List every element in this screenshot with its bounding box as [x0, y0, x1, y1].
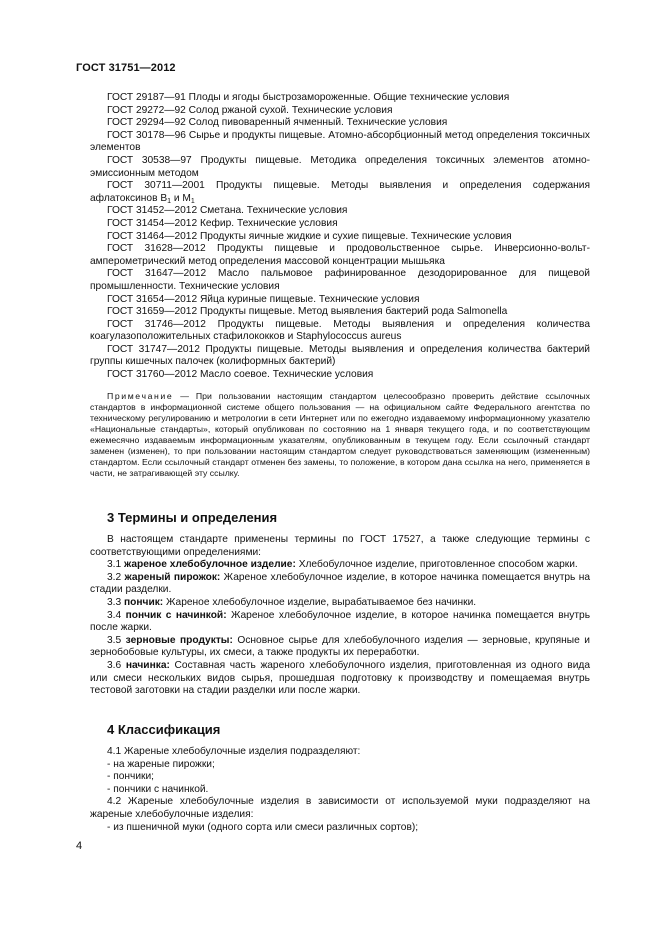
reference-item: ГОСТ 30538—97 Продукты пищевые. Методика определения токсичных элементов атомно-эмиссионным методом [90, 154, 590, 179]
note-paragraph [90, 391, 590, 480]
reference-item-aflatoxin: ГОСТ 30711—2001 Продукты пищевые. Методы выявления и определения содержания афлатоксинов $B_1$ и $M_1$ [90, 180, 590, 205]
section-4-title: 4 Классификация [107, 722, 221, 737]
classification-line: - на жареные пирожки; [107, 758, 215, 770]
reference-item: ГОСТ 31628—2012 Продукты пищевые и продовольственное сырье. Инверсионно-вольт-амперометрический метод определения массовой концентрации мышьяка [90, 243, 590, 267]
section-3-title: 3 Термины и определения [107, 510, 278, 525]
reference-item: ГОСТ 31746—2012 Продукты пищевые. Методы выявления и определения количества коагулазоположительных стафилококков и Staphylococcus aureus [90, 318, 590, 343]
term-definition: 3.6 начинка: Составная часть жареного хлебобулочного изделия, приготовленная из одного вида или смеси нескольких видов сырья, прошедшая подготовку к производству и помещаемая внутрь тестовой заготовки на стадии разделки или после жарки. [90, 659, 590, 697]
classification-line: 4.1 Жареные хлебобулочные изделия подразделяют: [107, 746, 361, 757]
term-definition: 3.5 зерновые продукты: Основное сырье для хлебобулочного изделия — зерновые, крупяные и зернобобовые культуры, их смеси, а также продукты их переработки. [90, 634, 590, 659]
reference-item: ГОСТ 31654—2012 Яйца куриные пищевые. Технические условия [107, 293, 420, 305]
section-3-intro: В настоящем стандарте применены термины по ГОСТ 17527, а также следующие термины с соответствующими определениями: [90, 534, 590, 558]
classification-line: - пончики; [107, 771, 155, 783]
reference-item: ГОСТ 30178—96 Сырье и продукты пищевые. Атомно-абсорбционный метод определения токсичных элементов [90, 129, 590, 154]
term-definition: 3.2 жареный пирожок: Жареное хлебобулочное изделие, в которое начинка помещается внутрь на стадии разделки. [90, 571, 591, 596]
reference-item: ГОСТ 29294—92 Солод пивоваренный ячменный. Технические условия [107, 117, 448, 129]
reference-item: ГОСТ 29187—91 Плоды и ягоды быстрозамороженные. Общие технические условия [107, 92, 510, 103]
term-definition: 3.3 пончик: Жареное хлебобулочное изделие, вырабатываемое без начинки. [107, 596, 477, 608]
reference-item: ГОСТ 31452—2012 Сметана. Технические условия [107, 205, 348, 217]
reference-item: ГОСТ 31760—2012 Масло соевое. Технические условия [107, 369, 374, 381]
reference-item: ГОСТ 31464—2012 Продукты яичные жидкие и сухие пищевые. Технические условия [107, 230, 512, 242]
reference-item: ГОСТ 31659—2012 Продукты пищевые. Метод выявления бактерий рода Salmonella [107, 306, 508, 318]
section-3-body [90, 534, 590, 698]
reference-item: ГОСТ 31647—2012 Масло пальмовое рафинированное дезодорированное для пищевой промышленности. Технические условия [90, 268, 590, 292]
classification-line: - пончики с начинкой. [107, 783, 209, 795]
page-number: 4 [76, 840, 83, 852]
note-text: — При пользовании настоящим стандартом целесообразно проверить действие ссылочных стандартов в информационной системе общего пользования — на официальном сайте Федерального агентства по техническому регулированию и метрологии в сети Интернет или по ежегодно издаваемому информационному указателю «Национальные стандарты», который опубликован по состоянию на 1 января текущего года, и по соответствующим ежемесячно издаваемым информационным указателям, опубликованным в текущем году. Если ссылочный стандарт заменен (изменен), то при пользовании настоящим стандартом следует руководствоваться заменяющим (измененным) стандартом. Если ссылочный стандарт отменен без замены, то положение, в котором дана ссылка на него, применяется в части, не затрагивающей эту ссылку. [90, 390, 590, 479]
document-header: ГОСТ 31751—2012 [76, 62, 176, 74]
classification-line: - из пшеничной муки (одного сорта или смеси различных сортов); [107, 821, 419, 833]
reference-item: ГОСТ 29272—92 Солод ржаной сухой. Технические условия [107, 104, 393, 116]
reference-item: ГОСТ 31454—2012 Кефир. Технические условия [107, 217, 338, 229]
section-4-body [90, 746, 590, 834]
classification-line: 4.2 Жареные хлебобулочные изделия в зависимости от используемой муки подразделяют на жареные хлебобулочные изделия: [90, 796, 590, 820]
term-definition: 3.1 жареное хлебобулочное изделие: Хлебобулочное изделие, приготовленное способом жарки. [107, 559, 578, 571]
term-definition: 3.4 пончик с начинкой: Жареное хлебобулочное изделие, в которое начинка помещается внутрь после жарки. [90, 609, 590, 634]
reference-item: ГОСТ 31747—2012 Продукты пищевые. Методы выявления и определения количества бактерий группы кишечных палочек (колиформных бактерий) [90, 343, 590, 368]
references-list [90, 92, 590, 479]
note-label: Примечание [107, 390, 174, 401]
